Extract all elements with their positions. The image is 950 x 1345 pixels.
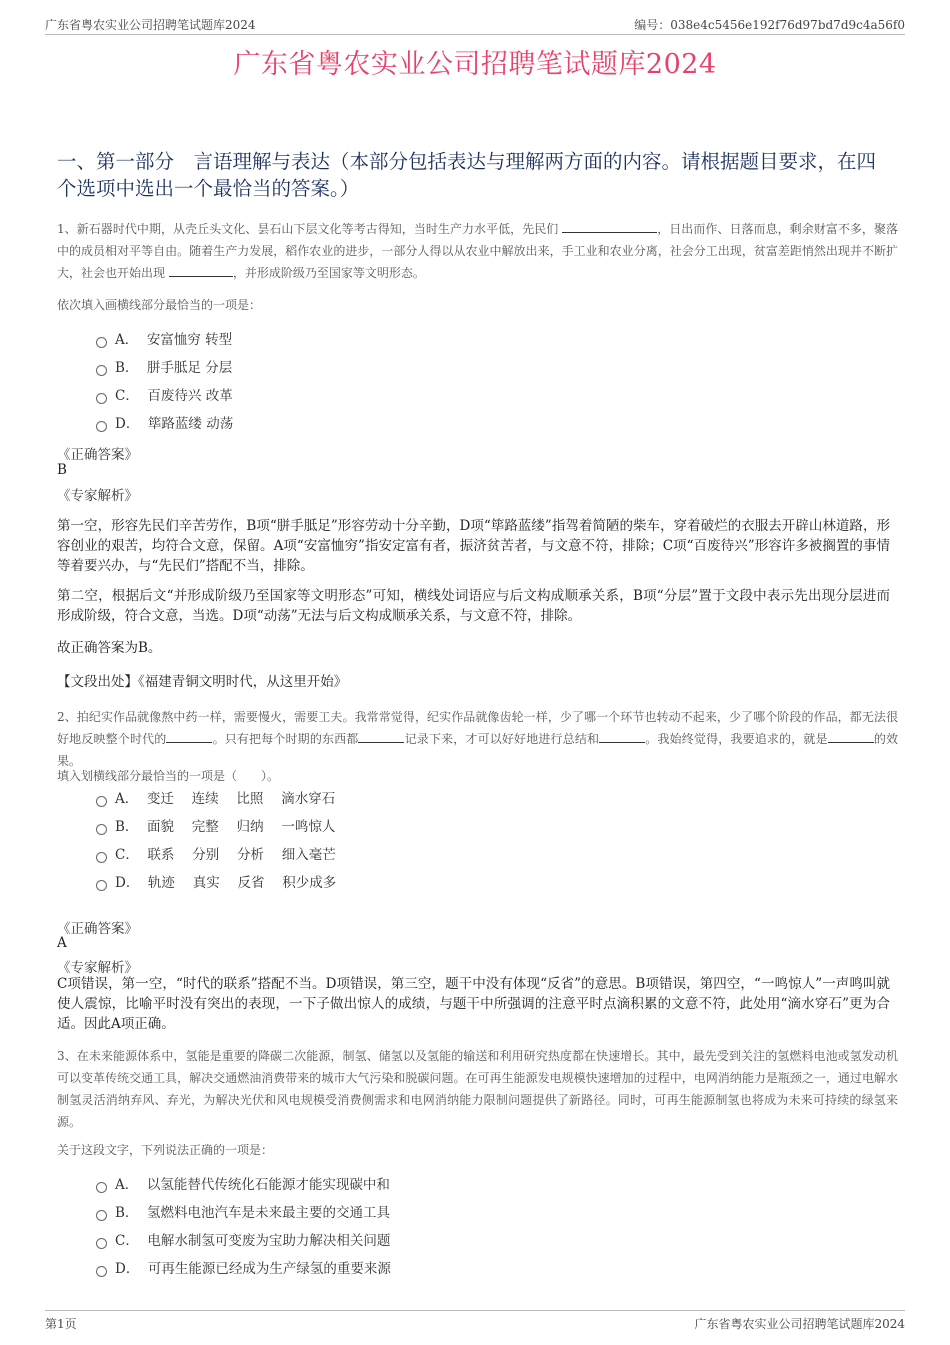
- q2-analysis-label: 《专家解析》: [57, 960, 138, 976]
- q2-answer-label: 《正确答案》: [57, 921, 138, 937]
- q2-option-b[interactable]: B． 面貌 完整 归纳 一鸣惊人: [96, 817, 335, 837]
- question-2-prompt: 填入划横线部分最恰当的一项是（ ）。: [57, 769, 280, 783]
- q1-option-d[interactable]: D． 筚路蓝缕 动荡: [96, 414, 233, 434]
- q1-option-b[interactable]: B． 胼手胝足 分层: [96, 358, 232, 378]
- q3-option-c[interactable]: C． 电解水制氢可变废为宝助力解决相关问题: [96, 1231, 390, 1251]
- page-title: 广东省粤农实业公司招聘笔试题库2024: [233, 49, 717, 80]
- q1-analysis-paragraph-1: 第一空，形容先民们辛苦劳作，B项“胼手胝足”形容劳动十分辛勤，D项“筚路蓝缕”指驾着简陋的柴车，穿着破烂的衣服去开辟山林道路，形容创业的艰苦，均符合文意，保留。A项“安富恤穷”指安定富有者，振济贫苦者，与文意不符，排除；C项“百废待兴”形容许多被搁置的事情等着要兴办，与“先民们”搭配不当，排除。: [57, 518, 890, 574]
- q2-option-d[interactable]: D． 轨迹 真实 反省 积少成多: [96, 873, 336, 893]
- q2-answer: A: [57, 935, 67, 951]
- q1-source: 【文段出处】《福建青铜文明时代，从这里开始》: [57, 674, 348, 690]
- blank-1[interactable]: [166, 730, 212, 743]
- blank-3[interactable]: [599, 730, 645, 743]
- radio-icon[interactable]: [96, 796, 107, 807]
- radio-icon[interactable]: [96, 880, 107, 891]
- q2-option-a[interactable]: A． 变迁 连续 比照 滴水穿石: [96, 789, 335, 809]
- page-number: 第1页: [45, 1317, 77, 1331]
- blank-2[interactable]: [169, 264, 233, 277]
- question-3-text: 3、在未来能源体系中，氢能是重要的降碳二次能源，制氢、储氢以及氢能的输送和利用研究热度都在快速增长。其中，最先受到关注的氢燃料电池或氢发动机可以变革传统交通工具，解决交通燃油消费带来的城市大气污染和脱碳问题。在可再生能源发电规模快速增加的过程中，电网消纳能力是瓶颈之一，通过电解水制氢灵活消纳弃风、弃光，为解决光伏和风电规模受消费侧需求和电网消纳能力限制问题提供了新路径。同时，可再生能源制氢也将成为未来可持续的绿氢来源。: [57, 1049, 898, 1129]
- radio-icon[interactable]: [96, 852, 107, 863]
- radio-icon[interactable]: [96, 1266, 107, 1277]
- blank-4[interactable]: [828, 730, 874, 743]
- q2-analysis: C项错误，第一空，“时代的联系”搭配不当。D项错误，第三空，题干中没有体现“反省”的意思。B项错误，第四空，“一鸣惊人”一声鸣叫就使人震惊，比喻平时没有突出的表现，一下子做出惊人的成绩，与题干中所强调的注意平时点滴积累的文意不符，此处用“滴水穿石”更为合适。因此A项正确。: [57, 976, 890, 1032]
- question-1-text: 1、新石器时代中期，从壳丘头文化、昙石山下层文化等考古得知，当时生产力水平低，先民们 ，日出而作、日落而息，剩余财富不多，聚落中的成员相对平等自由。随着生产力发展，稻作农业的进步，一部分人得以从农业中解放出来，手工业和农业分离，社会分工出现，贫富差距悄然出现并不断扩大，社会也开始出现 ，并形成阶级乃至国家等文明形态。: [57, 222, 898, 280]
- q2-option-c[interactable]: C． 联系 分别 分析 细入毫芒: [96, 845, 336, 865]
- q1-analysis-paragraph-2: 第二空，根据后文“并形成阶级乃至国家等文明形态”可知，横线处词语应与后文构成顺承关系，B项“分层”置于文段中表示先出现分层进而形成阶级，符合文意，当选。D项“动荡”无法与后文构成顺承关系，与文意不符，排除。: [57, 588, 890, 624]
- question-3-prompt: 关于这段文字，下列说法正确的一项是：: [57, 1143, 274, 1157]
- header-doc-title: 广东省粤农实业公司招聘笔试题库2024: [45, 18, 256, 32]
- radio-icon[interactable]: [96, 393, 107, 404]
- radio-icon[interactable]: [96, 1238, 107, 1249]
- radio-icon[interactable]: [96, 1182, 107, 1193]
- section-heading: 一、第一部分 言语理解与表达（本部分包括表达与理解两方面的内容。请根据题目要求，在四个选项中选出一个最恰当的答案。）: [57, 150, 877, 200]
- q1-option-a[interactable]: A． 安富恤穷 转型: [96, 330, 232, 350]
- page-footer: [45, 1310, 905, 1333]
- radio-icon[interactable]: [96, 824, 107, 835]
- q3-option-d[interactable]: D． 可再生能源已经成为生产绿氢的重要来源: [96, 1259, 391, 1279]
- q1-option-c[interactable]: C． 百废待兴 改革: [96, 386, 233, 406]
- footer-doc-title: 广东省粤农实业公司招聘笔试题库2024: [694, 1317, 905, 1331]
- q1-analysis-label: 《专家解析》: [57, 488, 138, 504]
- question-2-text: 2、拍纪实作品就像熬中药一样，需要慢火，需要工夫。我常常觉得，纪实作品就像齿轮一样，少了哪一个环节也转动不起来，少了哪个阶段的作品，都无法很好地反映整个时代的 。只有把每个时期的东西都 记录下来，才可以好好地进行总结和 。我始终觉得，我要追求的，就是 的效果。: [57, 710, 898, 768]
- q1-answer: B: [57, 462, 67, 478]
- q1-answer-label: 《正确答案》: [57, 447, 138, 463]
- header-doc-id: 编号：038e4c5456e192f76d97bd7d9c4a56f0: [634, 18, 905, 32]
- radio-icon[interactable]: [96, 421, 107, 432]
- q3-option-a[interactable]: A． 以氢能替代传统化石能源才能实现碳中和: [96, 1175, 390, 1195]
- question-1-prompt: 依次填入画横线部分最恰当的一项是：: [57, 298, 262, 312]
- q1-conclusion: 故正确答案为B。: [57, 640, 162, 656]
- radio-icon[interactable]: [96, 1210, 107, 1221]
- page-header: [45, 14, 905, 35]
- blank-2[interactable]: [358, 730, 404, 743]
- radio-icon[interactable]: [96, 337, 107, 348]
- blank-1[interactable]: [562, 220, 657, 233]
- q3-option-b[interactable]: B． 氢燃料电池汽车是未来最主要的交通工具: [96, 1203, 390, 1223]
- radio-icon[interactable]: [96, 365, 107, 376]
